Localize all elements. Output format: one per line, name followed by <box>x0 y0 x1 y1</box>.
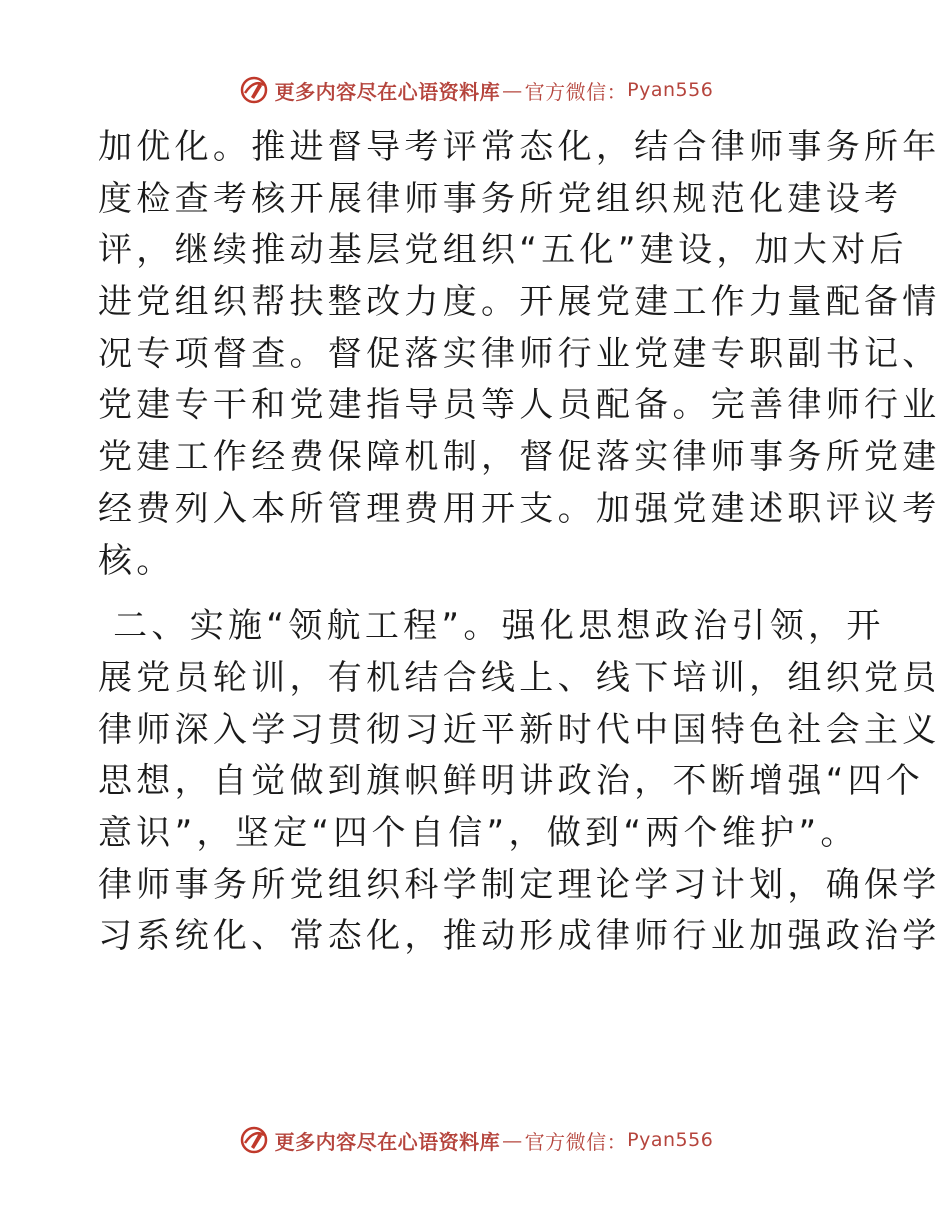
text-line: 意识”，坚定“四个自信”，做到“两个维护”。 <box>98 812 859 853</box>
text-line: 进党组织帮扶整改力度。开展党建工作力量配备情 <box>98 282 941 323</box>
text-line: 经费列入本所管理费用开支。加强党建述职评议考 <box>98 488 941 529</box>
watermark-brand: 更多内容尽在心语资料库 <box>274 1129 501 1154</box>
watermark-brand: 更多内容尽在心语资料库 <box>274 79 501 104</box>
paragraph-gap <box>98 587 858 601</box>
footer-watermark <box>0 1120 950 1160</box>
text-line: 评，继续推动基层党组织“五化”建设，加大对后 <box>98 230 908 271</box>
watermark-account: Pyan556 <box>627 79 714 101</box>
text-line: 况专项督查。督促落实律师行业党建专职副书记、 <box>98 333 941 374</box>
text-line: 度检查考核开展律师事务所党组织规范化建设考 <box>98 178 903 219</box>
text-line: 加优化。推进督导考评常态化，结合律师事务所年 <box>98 127 941 167</box>
paragraph-2 <box>98 601 941 963</box>
watermark-official-label: 官方微信： <box>524 79 628 104</box>
text-line: 二、实施“领航工程”。强化思想政治引领，开 <box>98 606 885 647</box>
text-line: 习系统化、常态化，推动形成律师行业加强政治学 <box>98 916 941 957</box>
watermark-separator: — <box>502 78 523 102</box>
text-line: 核。 <box>98 540 175 581</box>
text-line: 思想，自觉做到旗帜鲜明讲政治，不断增强“四个 <box>98 761 925 802</box>
text-line: 律师深入学习贯彻习近平新时代中国特色社会主义 <box>98 709 941 750</box>
watermark-separator: — <box>502 1128 523 1152</box>
pen-nib-swirl-icon <box>237 73 271 107</box>
text-line: 党建工作经费保障机制，督促落实律师事务所党建 <box>98 437 941 478</box>
watermark-account: Pyan556 <box>627 1129 714 1151</box>
text-line: 律师事务所党组织科学制定理论学习计划，确保学 <box>98 864 941 905</box>
watermark-official-label: 官方微信： <box>524 1129 628 1154</box>
text-line: 展党员轮训，有机结合线上、线下培训，组织党员 <box>98 657 941 698</box>
text-line: 党建专干和党建指导员等人员配备。完善律师行业 <box>98 385 941 426</box>
header-watermark <box>0 70 950 110</box>
paragraph-1 <box>98 122 941 587</box>
pen-nib-swirl-icon <box>237 1123 271 1157</box>
document-body <box>98 122 941 963</box>
